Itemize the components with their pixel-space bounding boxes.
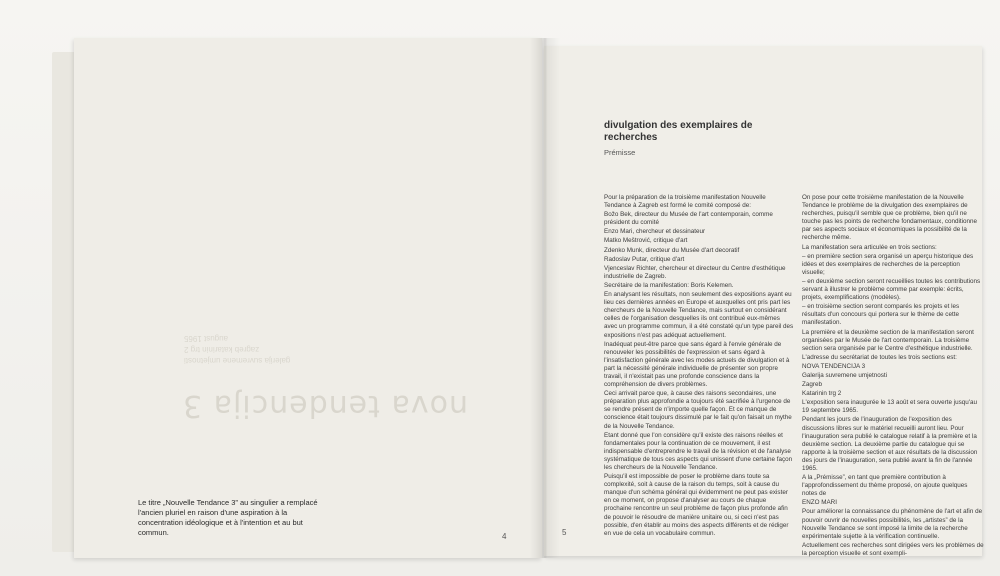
paragraph: Pour la préparation de la troisième manifestation Nouvelle Tendance à Zagreb est formé le comité composé de: (604, 194, 766, 210)
paragraph: La manifestation sera articulée en trois sections: (802, 243, 937, 251)
paragraph: En analysant les résultats, non seulement des expositions ayant eu lieu ces dernières années en Europe et auxquelles ont pris part les chercheurs de la Nouvelle Tendance, mais surtout en considérant celles de l'organisation desquelles ils ont contribué eux-mêmes avec un programme commun, il a été constaté qu'un type pareil des expositions n'est pas adéquat actuellement. (604, 291, 794, 339)
page-title: divulgation des exemplaires de recherches (604, 120, 753, 143)
paragraph: Pendant les jours de l'inauguration de l'exposition des discussions libres sur le matériel recueilli auront lieu. Pour l'inauguration sera publié le catalogue relatif à la première et la deuxième section. La deuxième partie du catalogue qui se rapporte à la troisième section et aux résultats de la discussion des jours de l'inauguration, sera publié avant la fin de l'année 1965. (802, 416, 978, 472)
page-number-right: 5 (562, 528, 567, 537)
paragraph: – en première section sera organisé un aperçu historique des idées et des exemplaires de recherches de la perception visuelle; (802, 252, 974, 276)
book-gutter (530, 38, 560, 558)
paragraph: Secrétaire de la manifestation: Boris Kelemen. (604, 281, 734, 289)
paragraph: Ceci arrivait parce que, à cause des raisons secondaires, une préparation plus approfondie a toujours été sacrifiée à l'urgence de se rendre présent de n'importe quelle façon. Et ce manque de conscience était toujours dissimulé par le fait qu'on faisait un mythe de la Nouvelle Tendance. (604, 390, 792, 430)
paragraph: Inadéquat peut-être parce que sans égard à l'envie générale de renouveler les possibilités de l'expression et sans égard à l'insatisfaction générale avec les modes actuels de divulgation et à part la nécessité générale individuelle de présenter son propre travail, il n'existait pas une profonde conscience dans la compréhension de divers problèmes. (604, 340, 790, 389)
paragraph: Etant donné que l'on considère qu'il existe des raisons réelles et fondamentales pour la continuation de ce mouvement, il est indispensable d'entreprendre le travail de la révision et de l'analyse systématique de tous ces aspects qui unissent d'une certaine façon les chercheurs de la Nouvelle Tendance. (604, 431, 793, 471)
paragraph: On pose pour cette troisième manifestation de la Nouvelle Tendance le problème de la divulgation des exemplaires de recherches, puisqu'il semble que ce problème, bien qu'il ne touche pas les points de recherche fondamentaux, conditionne par ses aspects sociaux et économiques la possibilité de la recherche même. (802, 194, 978, 242)
open-book (52, 38, 982, 558)
paragraph: Radoslav Putar, critique d'art (604, 255, 685, 263)
author-name: ENZO MARI (802, 499, 837, 507)
paragraph: Pour améliorer la connaissance du phénomène de l'art et afin de pouvoir ouvrir de nouvelles possibilités, les „artistes” de la Nouvelle Tendance se sont imposé la limite de la recherche expérimentale sujette à la vérification continuelle. (802, 508, 983, 540)
address-line: Zagreb (802, 381, 822, 389)
paragraph: Actuellement ces recherches sont dirigées vers les problèmes de la perception visuelle et sont exempli- (802, 541, 984, 557)
paragraph: Matko Meštrović, critique d'art (604, 237, 688, 245)
address-line: NOVA TENDENCIJA 3 (802, 362, 866, 370)
paragraph: Puisqu'il est impossible de poser le problème dans toute sa complexité, soit à cause de la raison du temps, soit à cause du manque d'un schéma général qui évidemment ne peut pas exister en ce moment, on propose d'analyser au cours de chaque prochaine rencontre un seul problème de façon plus profonde afin de pouvoir le résoudre de manière unitaire ou, si ceci n'est pas possible, d'en établir au moins des aspects différents et de rédiger en vue de cela un vocabulaire commun. (604, 473, 789, 537)
text-column-left (604, 194, 794, 539)
address-line: Galerija suvremene umjetnosti (802, 371, 888, 379)
bleed-line: zagreb katarinin trg 2 (184, 345, 260, 354)
page-number-left: 4 (502, 532, 507, 541)
text-column-right (802, 194, 984, 559)
section-subtitle: Prémisse (604, 148, 636, 157)
paragraph: – en deuxième section seront recueillies toutes les contributions servant à illustrer le problème comme par exemple: écrits, projets, exemplifications (modèles). (802, 277, 981, 302)
bleed-line: galerija suvremene umjetnosti (184, 356, 291, 365)
address-line: Katarinin trg 2 (802, 390, 842, 398)
paragraph: L'adresse du secrétariat de toutes les trois sections est: (802, 353, 957, 361)
bleed-through-text (184, 333, 434, 366)
paragraph: Vjenceslav Richter, chercheur et directeur du Centre d'esthétique industrielle de Zagreb. (604, 264, 786, 280)
paragraph: Božo Bek, directeur du Musée de l'art contemporain, comme président du comité (604, 211, 773, 227)
right-page (544, 46, 982, 556)
paragraph: Enzo Mari, chercheur et dessinateur (604, 228, 706, 236)
paragraph: A la „Prémisse”, en tant que première contribution à l'approfondissement du thème proposé, on ajoute quelques notes de (802, 474, 968, 498)
paragraph: – en troisième section seront comparés les projets et les résultats d'un concours qui portera sur le thème de cette manifestation. (802, 303, 960, 327)
paragraph: L'exposition sera inaugurée le 13 août et sera ouverte jusqu'au 19 septembre 1965. (802, 399, 977, 415)
left-page (74, 38, 542, 558)
paragraph: Zdenko Munk, directeur du Musée d'art decoratif (604, 246, 740, 254)
bleed-line: august 1965 (184, 334, 229, 343)
paragraph: La première et la deuxième section de la manifestation seront organisées par le Musée de l'art contemporain. La troisième section sera organisée par le Centre d'esthétique industrielle. (802, 328, 974, 352)
bleed-through-title: nova tendencija 3 (182, 388, 468, 423)
title-note: Le titre „Nouvelle Tendance 3” au singulier a remplacé l'ancien pluriel en raison d'une aspiration à la concentration idéologique et à l'intention et au but commun. (138, 498, 318, 537)
